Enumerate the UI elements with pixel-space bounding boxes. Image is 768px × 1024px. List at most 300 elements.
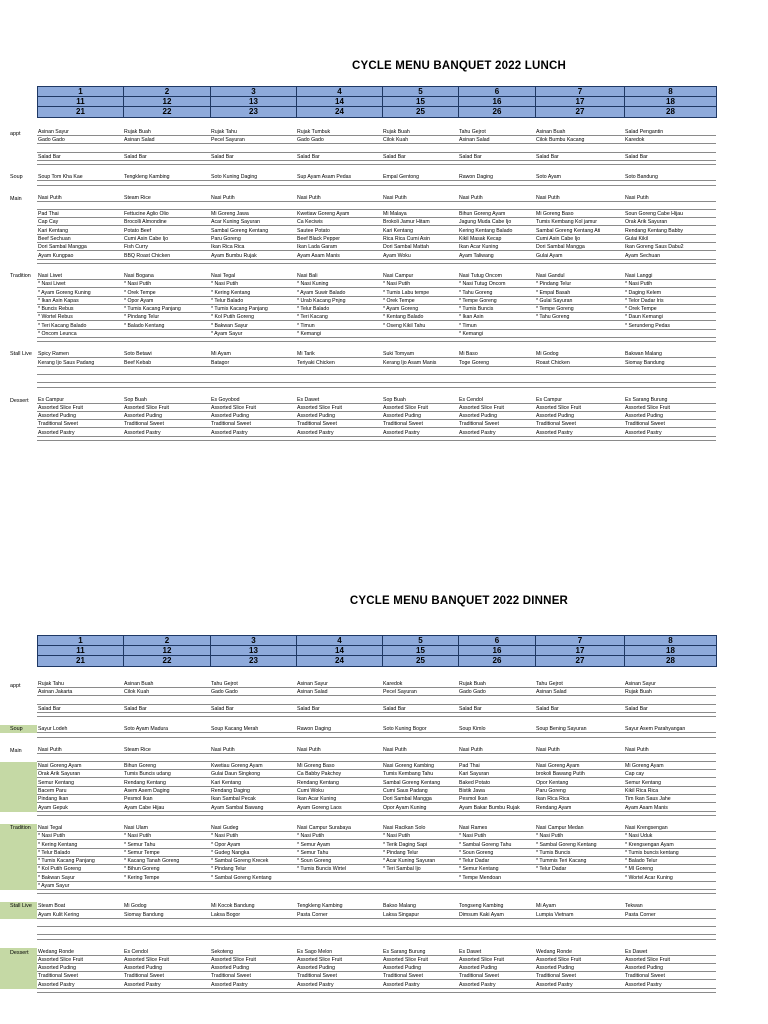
menu-cell: * Balado Telur: [624, 857, 716, 865]
menu-cell: [624, 754, 716, 762]
menu-cell: Mi Goreng Baso: [535, 210, 624, 218]
menu-cell: Pasta Corner: [296, 911, 382, 919]
menu-cell: * Serundeng Pedas: [624, 322, 716, 330]
menu-cell: Nasi Putih: [458, 194, 535, 202]
day-number: 21: [38, 656, 124, 666]
menu-cell: Soto Bandung: [624, 173, 716, 181]
day-number: 15: [383, 97, 459, 107]
menu-cell: Karedok: [382, 680, 458, 688]
menu-cell: [458, 367, 535, 375]
menu-cell: Ayam Goreng Laos: [296, 804, 382, 812]
menu-row: [0, 153, 768, 161]
menu-cell: Gulai Ayam: [535, 252, 624, 260]
day-number: 1: [38, 636, 124, 646]
menu-cell: Es Cendol: [123, 948, 210, 956]
day-number: 11: [38, 97, 124, 107]
menu-cell: Assorted Puding: [624, 964, 716, 972]
menu-cell: Opor Kentang: [535, 779, 624, 787]
menu-cell: Assorted Slice Fruit: [296, 956, 382, 964]
menu-cell: * Gulai Sayuran: [535, 297, 624, 305]
menu-cell: Traditional Sweet: [382, 420, 458, 428]
menu-cell: Assorted Pastry: [296, 981, 382, 989]
menu-cell: Nasi Putih: [624, 746, 716, 754]
menu-row: [0, 305, 768, 313]
menu-cell: Tim Ikan Saus Jahe: [624, 795, 716, 803]
menu-cell: [458, 375, 535, 383]
category-label: Soup: [10, 174, 23, 181]
menu-row: [0, 194, 768, 202]
menu-cell: Lumpia Vietnam: [535, 911, 624, 919]
menu-cell: Nasi Krengsengan: [624, 824, 716, 832]
menu-cell: * Teri Kacang: [296, 313, 382, 321]
menu-cell: Ikan Lada Garam: [296, 243, 382, 251]
day-number: 22: [124, 656, 211, 666]
menu-cell: Mi Goreng Baso: [296, 762, 382, 770]
menu-cell: Beef Kebab: [123, 359, 210, 367]
menu-cell: Es Cendol: [458, 396, 535, 404]
menu-cell: Rawon Daging: [458, 173, 535, 181]
menu-row: [0, 705, 768, 713]
menu-cell: Salad Bar: [296, 153, 382, 161]
menu-cell: * Tumis Buncis: [535, 849, 624, 857]
menu-cell: Roast Chicken: [535, 359, 624, 367]
menu-cell: [296, 874, 382, 882]
menu-cell: Sop Buah: [123, 396, 210, 404]
menu-cell: * Ikan Asin: [458, 313, 535, 321]
category-label: Dessert: [10, 398, 29, 405]
menu-cell: Pindang Ikan: [37, 795, 123, 803]
category-label: Main: [10, 748, 22, 755]
menu-cell: * Sambal Goreng Kentang: [535, 841, 624, 849]
menu-cell: [382, 375, 458, 383]
menu-cell: * Tummis Teri Kacang: [535, 857, 624, 865]
menu-cell: * Telur Balado: [210, 297, 296, 305]
menu-cell: [535, 882, 624, 890]
menu-cell: [123, 375, 210, 383]
menu-cell: Nasi Putih: [382, 746, 458, 754]
menu-row: [0, 849, 768, 857]
menu-cell: Traditional Sweet: [535, 420, 624, 428]
menu-cell: Nasi Racikan Solo: [382, 824, 458, 832]
menu-row: [0, 832, 768, 840]
menu-cell: [123, 927, 210, 935]
menu-cell: Salad Bar: [624, 705, 716, 713]
menu-cell: Nasi Putih: [37, 746, 123, 754]
menu-cell: Ayam Kulit Kering: [37, 911, 123, 919]
menu-cell: [535, 330, 624, 338]
menu-row: [0, 804, 768, 812]
menu-cell: [624, 202, 716, 210]
day-number: 25: [383, 656, 459, 666]
menu-cell: Nasi Rames: [458, 824, 535, 832]
menu-cell: Salad Bar: [624, 153, 716, 161]
day-number: 11: [38, 646, 124, 656]
menu-cell: * Nasi Putih: [624, 280, 716, 288]
menu-cell: Assorted Puding: [37, 412, 123, 420]
category-separator: [37, 164, 716, 165]
menu-cell: Traditional Sweet: [123, 972, 210, 980]
day-number: 27: [536, 656, 625, 666]
menu-cell: Salad Bar: [123, 705, 210, 713]
menu-cell: [624, 882, 716, 890]
menu-cell: Pesmol Ikan: [123, 795, 210, 803]
menu-cell: Kwetiau Goreng Ayam: [210, 762, 296, 770]
day-number: 22: [124, 107, 211, 117]
menu-cell: Asinan Salad: [458, 136, 535, 144]
menu-cell: [37, 145, 123, 153]
menu-row: [0, 746, 768, 754]
menu-cell: * Tumis Buncis Wirtel: [296, 865, 382, 873]
menu-cell: Traditional Sweet: [296, 420, 382, 428]
menu-cell: Brocolli Almondine: [123, 218, 210, 226]
menu-cell: Cilok Kuah: [123, 688, 210, 696]
menu-cell: Assorted Slice Fruit: [535, 956, 624, 964]
menu-cell: [382, 330, 458, 338]
menu-row: [0, 350, 768, 358]
menu-cell: Nasi Campur Surabaya: [296, 824, 382, 832]
menu-cell: Sup Ayam Asam Pedas: [296, 173, 382, 181]
menu-cell: [382, 697, 458, 705]
menu-cell: Es Campur: [535, 396, 624, 404]
menu-cell: Asinan Buah: [535, 128, 624, 136]
menu-cell: Nasi Putih: [296, 746, 382, 754]
menu-cell: Kari Kentang: [210, 779, 296, 787]
menu-row: [0, 218, 768, 226]
menu-cell: Assorted Puding: [296, 964, 382, 972]
menu-cell: Rendang Daging: [210, 787, 296, 795]
menu-cell: * Kering Kentang: [210, 289, 296, 297]
menu-cell: [535, 375, 624, 383]
menu-cell: Pecel Sayuran: [210, 136, 296, 144]
menu-cell: * Wortel Rebus: [37, 313, 123, 321]
menu-cell: Salad Bar: [210, 153, 296, 161]
menu-cell: Jagung Muda Cabe Ijo: [458, 218, 535, 226]
menu-cell: Es Goyobod: [210, 396, 296, 404]
menu-cell: Beef Sechuan: [37, 235, 123, 243]
menu-cell: Assorted Pastry: [458, 981, 535, 989]
category-label: Tradition: [10, 824, 31, 831]
menu-cell: [210, 202, 296, 210]
day-number: 3: [211, 87, 297, 97]
menu-cell: Assorted Puding: [296, 412, 382, 420]
menu-cell: [535, 322, 624, 330]
day-number: 28: [625, 107, 717, 117]
day-number: 23: [211, 107, 297, 117]
menu-cell: Sekoteng: [210, 948, 296, 956]
menu-cell: [458, 882, 535, 890]
menu-cell: [296, 697, 382, 705]
menu-cell: Salad Bar: [37, 153, 123, 161]
menu-cell: Assorted Slice Fruit: [123, 404, 210, 412]
menu-cell: [382, 874, 458, 882]
menu-cell: * Buncis Rebus: [37, 305, 123, 313]
menu-cell: Nasi Tegal: [37, 824, 123, 832]
menu-cell: [382, 754, 458, 762]
menu-cell: Sambal Goreng Kentang: [210, 227, 296, 235]
menu-row: [0, 136, 768, 144]
menu-cell: Asinan Salad: [535, 688, 624, 696]
menu-row: [0, 688, 768, 696]
menu-cell: Mi Godog: [123, 902, 210, 910]
menu-row: [0, 882, 768, 890]
menu-cell: Rujak Buah: [624, 688, 716, 696]
menu-cell: Paru Goreng: [210, 235, 296, 243]
menu-cell: Salad Bar: [458, 705, 535, 713]
menu-cell: Ayam Sambal Bawang: [210, 804, 296, 812]
menu-cell: [624, 367, 716, 375]
menu-cell: Gulai Daun Singkong: [210, 770, 296, 778]
menu-row: [0, 956, 768, 964]
menu-cell: Assorted Slice Fruit: [624, 956, 716, 964]
menu-cell: Tumis Kembang Kol jamur: [535, 218, 624, 226]
menu-cell: [37, 927, 123, 935]
menu-cell: Kwetiaw Goreng Ayam: [296, 210, 382, 218]
menu-cell: [624, 375, 716, 383]
menu-cell: Soto Betawi: [123, 350, 210, 358]
menu-cell: [210, 754, 296, 762]
day-number: 4: [297, 636, 383, 646]
menu-cell: * Timun: [458, 322, 535, 330]
menu-row: [0, 857, 768, 865]
menu-cell: [296, 202, 382, 210]
menu-cell: Ayam Asam Manis: [624, 804, 716, 812]
menu-cell: BBQ Roast Chicken: [123, 252, 210, 260]
day-number: 16: [459, 646, 536, 656]
menu-cell: [123, 697, 210, 705]
menu-cell: Nasi Tutug Oncom: [458, 272, 535, 280]
menu-cell: Cilok Kuah: [382, 136, 458, 144]
day-number: 18: [625, 646, 717, 656]
menu-cell: * Kol Putih Goreng: [210, 313, 296, 321]
menu-cell: Assorted Pastry: [296, 429, 382, 437]
day-header-row: [38, 87, 717, 97]
menu-cell: Asinan Sayur: [37, 128, 123, 136]
day-number: 5: [383, 636, 459, 646]
menu-cell: Kerang Ijo Saus Padang: [37, 359, 123, 367]
menu-cell: Empal Gentong: [382, 173, 458, 181]
menu-cell: * Oncom Leunca: [37, 330, 123, 338]
menu-cell: * Daging Kelem: [624, 289, 716, 297]
menu-row: [0, 972, 768, 980]
menu-cell: Nasi Putih: [382, 194, 458, 202]
category-label: Tradition: [10, 272, 31, 279]
menu-cell: Nasi Putih: [624, 194, 716, 202]
menu-cell: Ca Babby Pakchoy: [296, 770, 382, 778]
menu-cell: Potato Beef: [123, 227, 210, 235]
menu-cell: * Semur Tahu: [123, 841, 210, 849]
category-separator: [37, 263, 716, 264]
category-separator: [37, 716, 716, 717]
menu-row: [0, 754, 768, 762]
menu-cell: Assorted Slice Fruit: [458, 404, 535, 412]
menu-cell: Cumi Asin Cabe Ijo: [123, 235, 210, 243]
menu-cell: Mi Ayam: [535, 902, 624, 910]
menu-cell: Tahu Gejrot: [458, 128, 535, 136]
day-header-row: [38, 646, 717, 656]
menu-row: [0, 865, 768, 873]
menu-cell: [382, 367, 458, 375]
menu-cell: Pad Thai: [458, 762, 535, 770]
menu-cell: Bihun Goreng Ayam: [458, 210, 535, 218]
menu-cell: [535, 145, 624, 153]
menu-cell: [123, 882, 210, 890]
menu-cell: Assorted Puding: [535, 412, 624, 420]
menu-cell: Gado Gado: [37, 136, 123, 144]
menu-cell: Mi Baso: [458, 350, 535, 358]
menu-cell: Batagor: [210, 359, 296, 367]
menu-cell: Ikan Goreng Saus Dabu2: [624, 243, 716, 251]
menu-cell: Gado Gado: [210, 688, 296, 696]
menu-row: [0, 927, 768, 935]
menu-cell: Soto Ayam: [535, 173, 624, 181]
menu-cell: brokoli Bawang Putih: [535, 770, 624, 778]
menu-cell: Ayam Taliwang: [458, 252, 535, 260]
menu-cell: [210, 882, 296, 890]
menu-cell: [296, 145, 382, 153]
menu-cell: Assorted Slice Fruit: [382, 404, 458, 412]
menu-cell: Gado Gado: [458, 688, 535, 696]
day-number: 5: [383, 87, 459, 97]
menu-cell: * Semur Kentang: [458, 865, 535, 873]
menu-cell: Karedok: [624, 136, 716, 144]
menu-row: [0, 795, 768, 803]
menu-cell: Es Dawet: [624, 948, 716, 956]
menu-cell: * Orek Tempe: [382, 297, 458, 305]
menu-cell: Steam Rice: [123, 194, 210, 202]
menu-cell: * Bihun Goreng: [123, 865, 210, 873]
menu-cell: [535, 697, 624, 705]
menu-row: [0, 919, 768, 927]
menu-cell: Ayam Asam Manis: [296, 252, 382, 260]
menu-cell: * Nasi Tutug Oncom: [458, 280, 535, 288]
menu-cell: Es Sarang Burung: [382, 948, 458, 956]
menu-row: [0, 227, 768, 235]
menu-cell: Assorted Puding: [458, 964, 535, 972]
day-header-row: [38, 97, 717, 107]
menu-cell: [458, 202, 535, 210]
menu-cell: * Sambal Goreng Tahu: [458, 841, 535, 849]
menu-cell: Tumis Buncis udang: [123, 770, 210, 778]
day-number: 17: [536, 646, 625, 656]
menu-cell: [624, 927, 716, 935]
menu-cell: Cumi Woku: [296, 787, 382, 795]
menu-cell: * Orek Tempe: [123, 289, 210, 297]
menu-cell: Orak Arik Sayuran: [37, 770, 123, 778]
menu-cell: Ayam Gepuk: [37, 804, 123, 812]
menu-cell: [37, 919, 123, 927]
menu-cell: * Kering Kentang: [37, 841, 123, 849]
menu-cell: * Tumis buncis kentang: [624, 849, 716, 857]
menu-cell: * Pindang Telur: [382, 849, 458, 857]
menu-cell: Ikan Rica Rica: [210, 243, 296, 251]
menu-cell: Mi Goreng Jawa: [210, 210, 296, 218]
menu-cell: Mi Ayam: [210, 350, 296, 358]
menu-cell: Bihun Goreng: [123, 762, 210, 770]
menu-cell: Assorted Pastry: [210, 981, 296, 989]
menu-cell: * Wortel Acar Kuning: [624, 874, 716, 882]
menu-cell: * Empal Basah: [535, 289, 624, 297]
menu-cell: [535, 202, 624, 210]
menu-cell: [624, 145, 716, 153]
menu-cell: Acar Kuning Sayuran: [210, 218, 296, 226]
menu-cell: [123, 367, 210, 375]
menu-cell: Assorted Puding: [382, 964, 458, 972]
menu-cell: * Urab Kacang Pnjng: [296, 297, 382, 305]
day-number: 27: [536, 107, 625, 117]
menu-cell: Assorted Puding: [37, 964, 123, 972]
menu-cell: Kari Sayuran: [458, 770, 535, 778]
category-label: Soup: [10, 726, 23, 733]
menu-cell: Assorted Pastry: [123, 981, 210, 989]
menu-cell: [296, 927, 382, 935]
day-number: 8: [625, 636, 717, 646]
menu-cell: * Nasi Putih: [210, 832, 296, 840]
menu-cell: * Nasi Putih: [296, 832, 382, 840]
menu-row: [0, 272, 768, 280]
menu-cell: Traditional Sweet: [37, 972, 123, 980]
menu-cell: * Tumis Kacang Panjang: [37, 857, 123, 865]
menu-row: [0, 680, 768, 688]
menu-cell: Soun Goreng Cabe Hijau: [624, 210, 716, 218]
menu-cell: Salad Bar: [458, 153, 535, 161]
menu-cell: Es Campur: [37, 396, 123, 404]
category-label: appt: [10, 683, 21, 690]
menu-cell: [458, 145, 535, 153]
menu-cell: * Telur Dadar: [458, 857, 535, 865]
menu-cell: Traditional Sweet: [123, 420, 210, 428]
menu-cell: Es Sarang Burung: [624, 396, 716, 404]
menu-cell: * Ayam Sayur: [210, 330, 296, 338]
menu-cell: Bistik Jawa: [458, 787, 535, 795]
day-header-row: [38, 656, 717, 666]
menu-cell: * Krengsengan Ayam: [624, 841, 716, 849]
menu-cell: Nasi Bogana: [123, 272, 210, 280]
menu-cell: * Timun: [296, 322, 382, 330]
menu-cell: [382, 927, 458, 935]
menu-cell: Salad Bar: [535, 153, 624, 161]
menu-cell: * Soun Goreng: [296, 857, 382, 865]
menu-cell: Assorted Puding: [624, 412, 716, 420]
menu-cell: Nasi Tegal: [210, 272, 296, 280]
menu-cell: [458, 754, 535, 762]
menu-row: [0, 697, 768, 705]
menu-cell: * Kacang Tanah Goreng: [123, 857, 210, 865]
menu-cell: * Nasi Putih: [458, 832, 535, 840]
menu-cell: Rujak Tahu: [37, 680, 123, 688]
menu-cell: * Kol Putih Goreng: [37, 865, 123, 873]
menu-cell: Ca Keciwis: [296, 218, 382, 226]
menu-cell: [123, 919, 210, 927]
menu-cell: Assorted Pastry: [37, 981, 123, 989]
menu-cell: Traditional Sweet: [624, 972, 716, 980]
day-number: 3: [211, 636, 297, 646]
menu-cell: Salad Bar: [123, 153, 210, 161]
menu-cell: Nasi Campur Medan: [535, 824, 624, 832]
menu-cell: Mi Malaya: [382, 210, 458, 218]
menu-cell: Traditional Sweet: [624, 420, 716, 428]
menu-row: [0, 280, 768, 288]
menu-cell: Dori Sambal Mangga: [37, 243, 123, 251]
menu-cell: [458, 697, 535, 705]
menu-cell: Assorted Puding: [123, 964, 210, 972]
menu-cell: * Gudeg Nangka: [210, 849, 296, 857]
menu-cell: Sop Buah: [382, 396, 458, 404]
menu-cell: Soup Kimlo: [458, 725, 535, 733]
menu-row: [0, 770, 768, 778]
menu-cell: Soto Ayam Madura: [123, 725, 210, 733]
menu-cell: Orak Arik Sayuran: [624, 218, 716, 226]
menu-row: [0, 252, 768, 260]
